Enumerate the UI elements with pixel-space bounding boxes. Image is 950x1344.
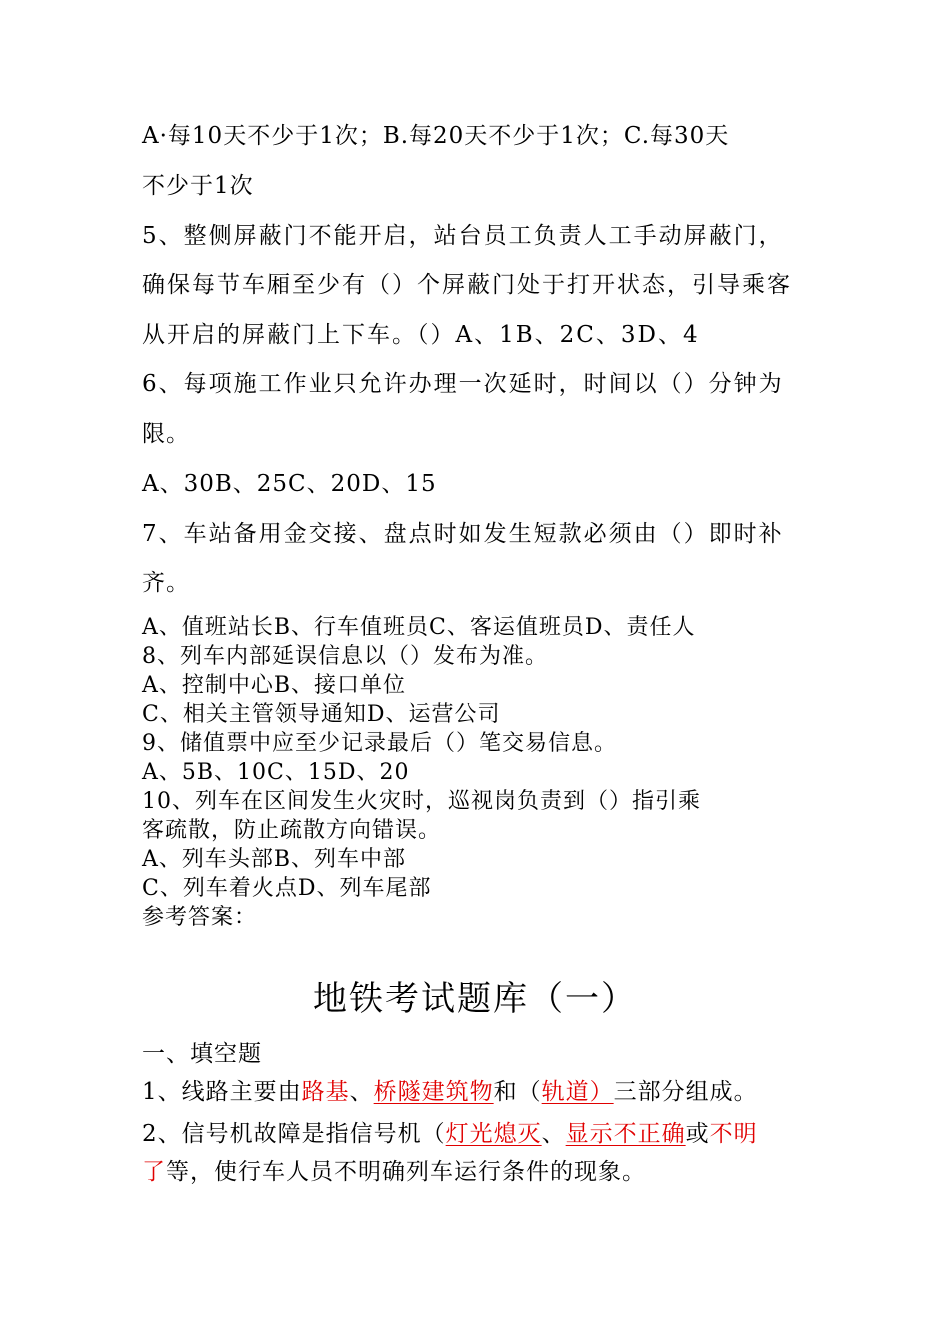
item-2-mid: 或 bbox=[685, 1121, 710, 1147]
answer-incorrect-display: 显示不正确 bbox=[565, 1121, 686, 1147]
question-8-line: 8、列车内部延误信息以（）发布为准。 bbox=[142, 644, 548, 669]
item-1-sep: 、 bbox=[349, 1079, 374, 1105]
answer-unclear-part-1: 不明 bbox=[709, 1121, 758, 1147]
q4-options-line-2: 不少于1次 bbox=[142, 173, 254, 199]
answer-roadbed: 路基 bbox=[301, 1079, 350, 1105]
answer-light-out: 灯光熄灭 bbox=[445, 1121, 542, 1147]
question-5-line-3: 从开启的屏蔽门上下车。（）A、1B、2C、3D、4 bbox=[142, 322, 700, 348]
question-10-line-2: 客疏散，防止疏散方向错误。 bbox=[142, 818, 442, 843]
fill-blank-item-2-line-2 bbox=[142, 1158, 646, 1186]
answer-unclear-part-2: 了 bbox=[142, 1159, 166, 1185]
question-7-line-2: 齐。 bbox=[142, 570, 190, 596]
question-7-line-1: 7、车站备用金交接、盘点时如发生短款必须由（）即时补 bbox=[142, 521, 784, 547]
question-9-options: A、5B、10C、15D、20 bbox=[142, 760, 410, 785]
question-5-line-2: 确保每节车厢至少有（）个屏蔽门处于打开状态，引导乘客 bbox=[142, 272, 792, 298]
item-1-suffix: 三部分组成。 bbox=[613, 1079, 758, 1105]
question-6-options: A、30B、25C、20D、15 bbox=[142, 471, 437, 497]
answer-bridges-tunnels: 桥隧建筑物 bbox=[373, 1079, 494, 1105]
fill-blank-item-2-line-1 bbox=[142, 1120, 758, 1148]
item-2-prefix: 2、信号机故障是指信号机（ bbox=[142, 1121, 446, 1147]
item-2-suffix: 等，使行车人员不明确列车运行条件的现象。 bbox=[166, 1159, 646, 1185]
question-9-line: 9、储值票中应至少记录最后（）笔交易信息。 bbox=[142, 731, 617, 756]
section-heading: 一、填空题 bbox=[142, 1041, 262, 1067]
fill-blank-item-1 bbox=[142, 1078, 758, 1106]
question-10-options-a: A、列车头部B、列车中部 bbox=[142, 847, 407, 872]
item-1-prefix: 1、线路主要由 bbox=[142, 1079, 302, 1105]
question-10-options-c: C、列车着火点D、列车尾部 bbox=[142, 876, 432, 901]
question-6-line-1: 6、每项施工作业只允许办理一次延时，时间以（）分钟为 bbox=[142, 371, 784, 397]
item-1-mid: 和（ bbox=[493, 1079, 542, 1105]
answers-label: 参考答案： bbox=[142, 905, 258, 930]
question-5-line-1: 5、整侧屏蔽门不能开启，站台员工负责人工手动屏蔽门， bbox=[142, 223, 784, 249]
question-7-options: A、值班站长B、行车值班员C、客运值班员D、责任人 bbox=[142, 615, 696, 640]
question-8-options-a: A、控制中心B、接口单位 bbox=[142, 673, 407, 698]
item-2-sep: 、 bbox=[541, 1121, 566, 1147]
question-6-line-2: 限。 bbox=[142, 421, 190, 447]
q4-options-line-1: A·每10天不少于1次；B.每20天不少于1次；C.每30天 bbox=[142, 123, 730, 149]
answer-track: 轨道） bbox=[541, 1079, 614, 1105]
question-8-options-c: C、相关主管领导通知D、运营公司 bbox=[142, 702, 501, 727]
question-10-line-1: 10、列车在区间发生火灾时，巡视岗负责到（）指引乘 bbox=[142, 789, 701, 814]
section-title: 地铁考试题库（一） bbox=[313, 979, 637, 1019]
